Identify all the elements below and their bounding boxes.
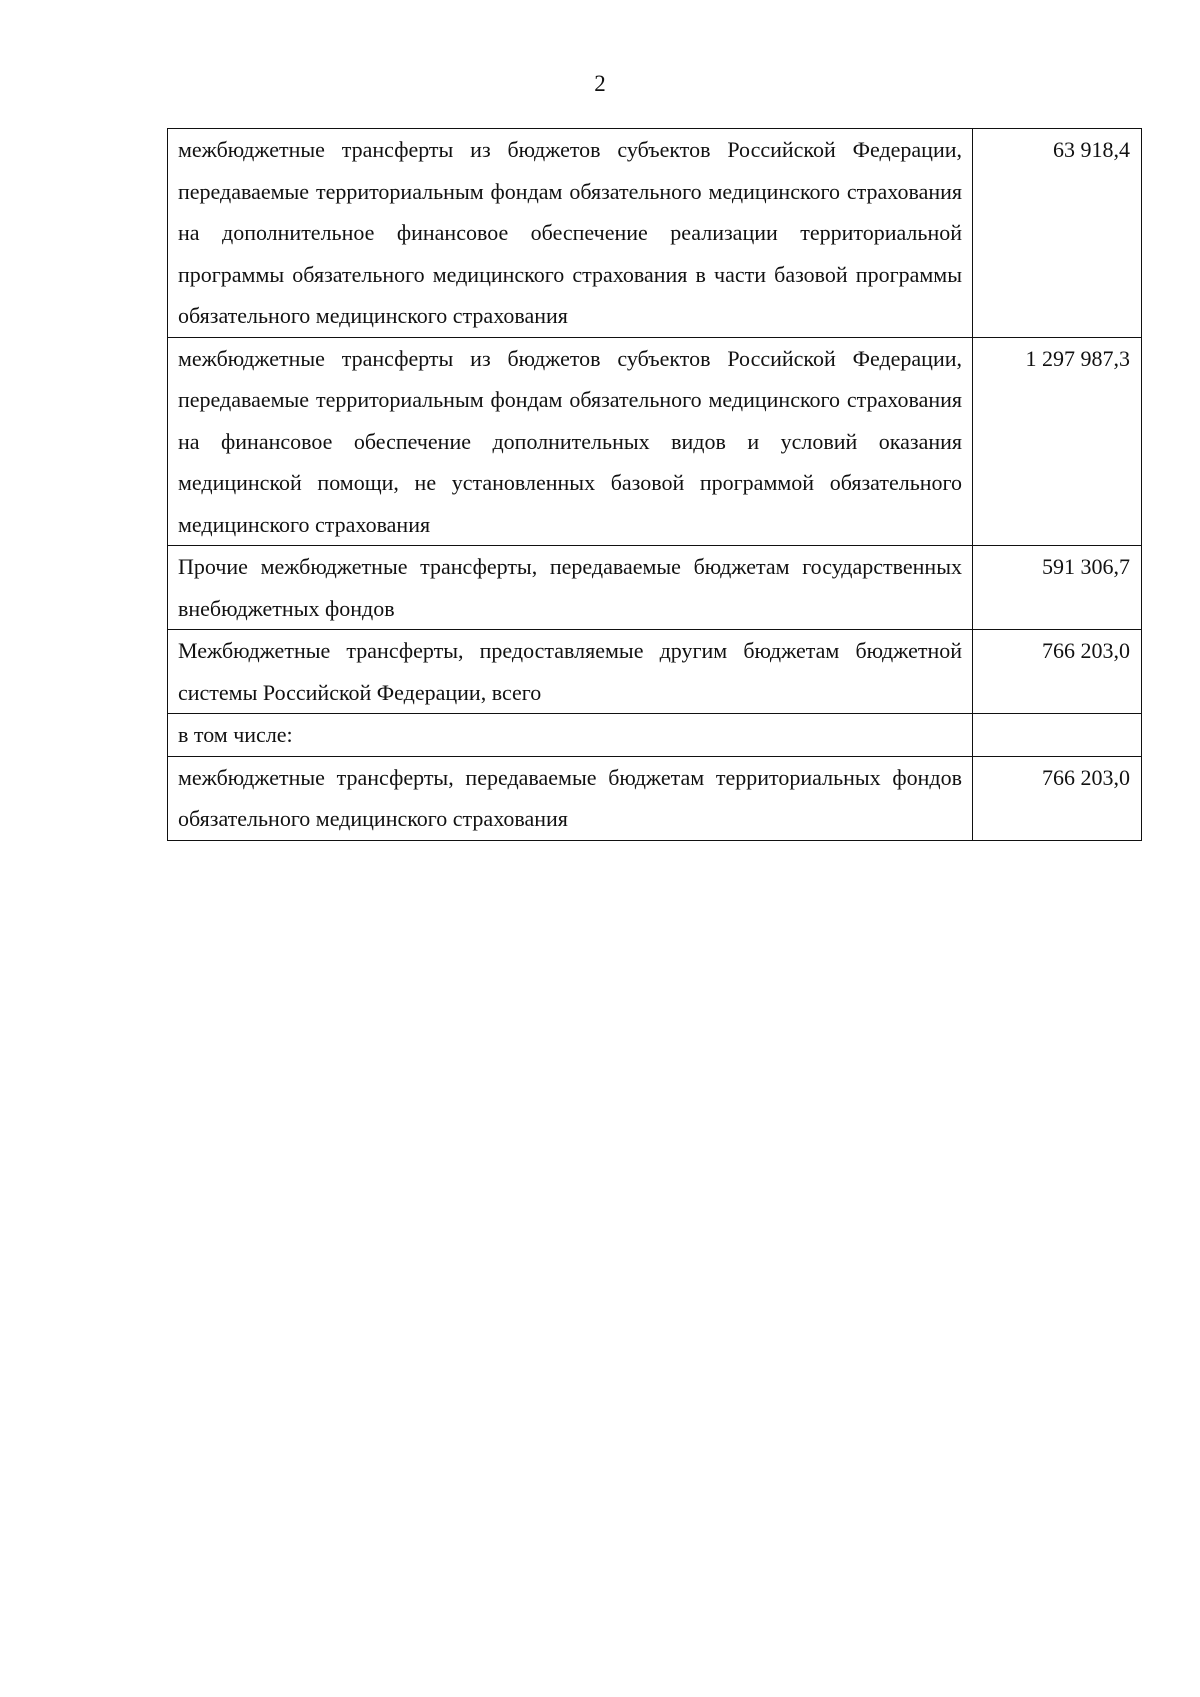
row-amount: 1 297 987,3	[973, 337, 1142, 546]
row-amount: 591 306,7	[973, 546, 1142, 630]
row-description: межбюджетные трансферты из бюджетов субъектов Российской Федерации, передаваемые территориальным фондам обязательного медицинского страхования на финансовое обеспечение дополнительных видов и условий оказания медицинской помощи, не установленных базовой программой обязательного медицинского страхования	[168, 337, 973, 546]
budget-table	[167, 128, 1142, 841]
row-amount: 766 203,0	[973, 630, 1142, 714]
table-row	[168, 756, 1142, 840]
table-row	[168, 129, 1142, 338]
page-number: 2	[594, 71, 606, 96]
row-description: в том числе:	[168, 714, 973, 757]
row-amount	[973, 714, 1142, 757]
table-row	[168, 630, 1142, 714]
row-amount: 63 918,4	[973, 129, 1142, 338]
row-description: Межбюджетные трансферты, предоставляемые другим бюджетам бюджетной системы Российской Федерации, всего	[168, 630, 973, 714]
row-description: межбюджетные трансферты, передаваемые бюджетам территориальных фондов обязательного медицинского страхования	[168, 756, 973, 840]
row-amount: 766 203,0	[973, 756, 1142, 840]
table-row	[168, 546, 1142, 630]
row-description: Прочие межбюджетные трансферты, передаваемые бюджетам государственных внебюджетных фондов	[168, 546, 973, 630]
table-row	[168, 714, 1142, 757]
table-row	[168, 337, 1142, 546]
row-description: межбюджетные трансферты из бюджетов субъектов Российской Федерации, передаваемые территориальным фондам обязательного медицинского страхования на дополнительное финансовое обеспечение реализации территориальной программы обязательного медицинского страхования в части базовой программы обязательного медицинского страхования	[168, 129, 973, 338]
